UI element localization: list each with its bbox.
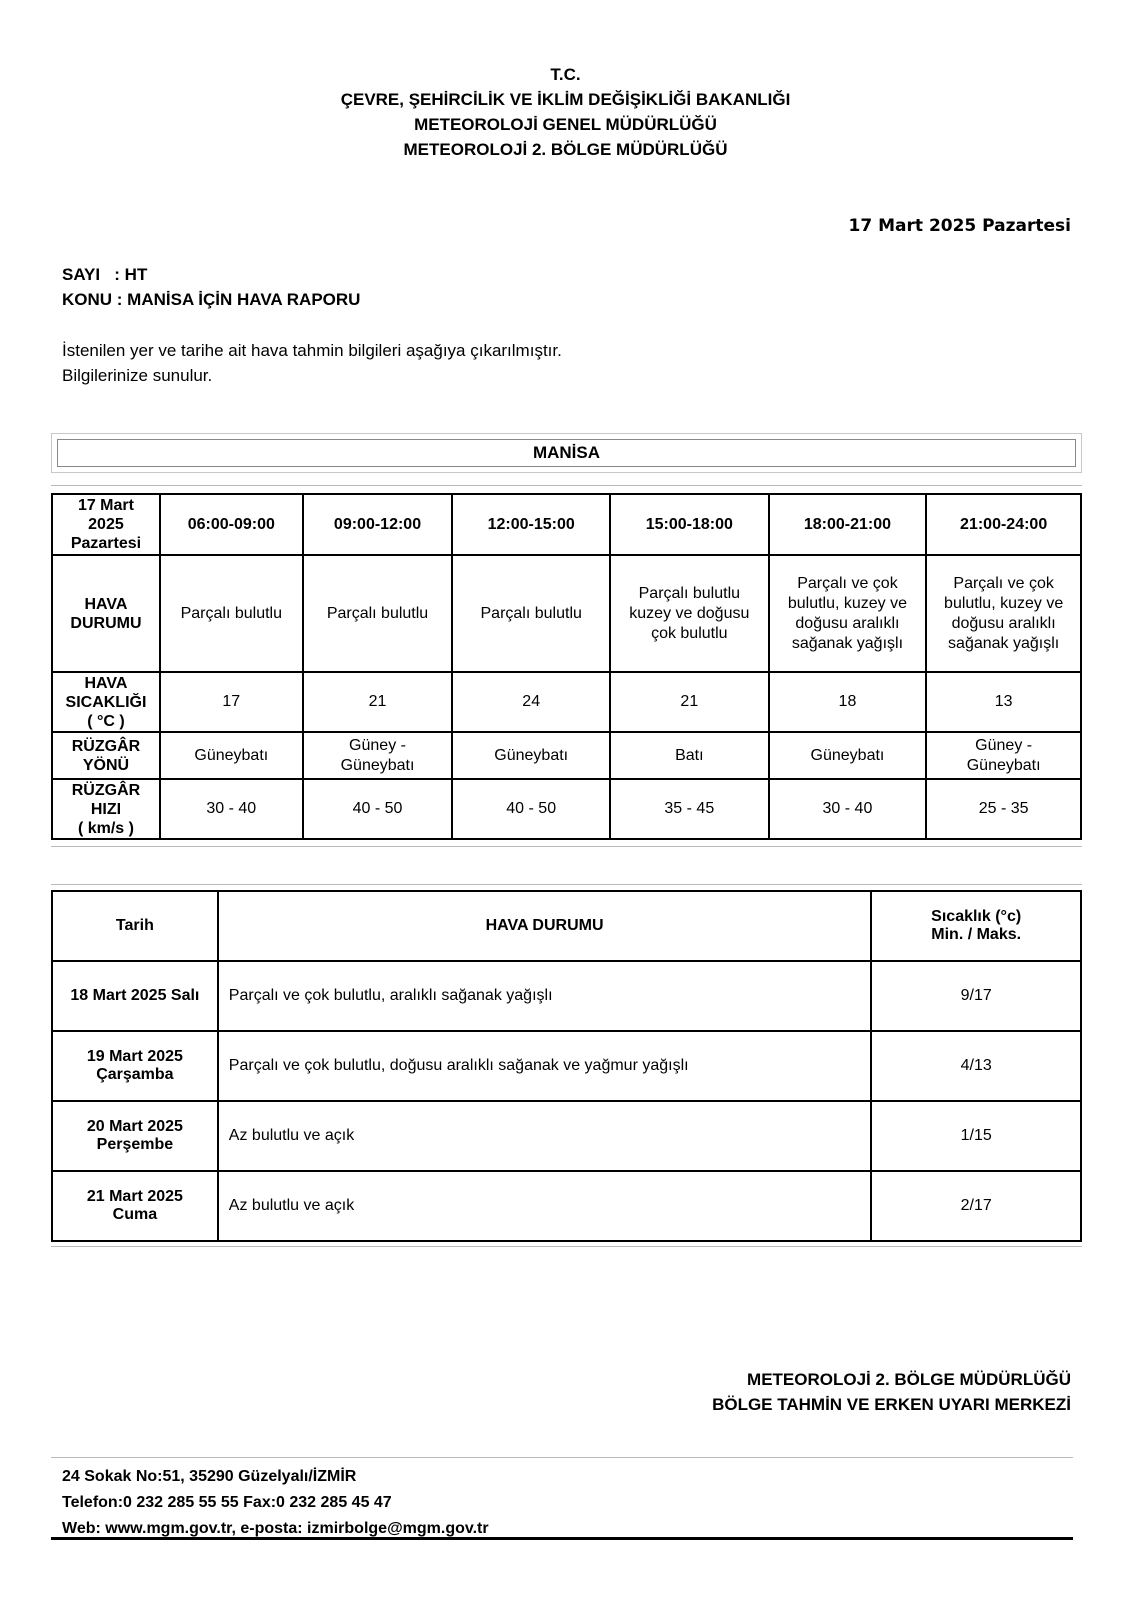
wind-speed-cell: 25 - 35: [926, 779, 1081, 839]
cell-line: Parçalı bulutlu: [180, 604, 282, 622]
cell-line: çok bulutlu: [651, 624, 728, 642]
date-line: Çarşamba: [96, 1066, 174, 1083]
weather-cell: [452, 555, 610, 672]
period-header: 18:00-21:00: [769, 494, 927, 555]
temperature-cell: 21: [303, 672, 453, 732]
wind-direction-cell: [769, 732, 927, 779]
cell-line: Güneybatı: [194, 746, 269, 764]
row-label-wind-direction: [52, 732, 160, 779]
daily-forecast-table: [51, 890, 1082, 1242]
daily-weather-cell: Az bulutlu ve açık: [218, 1171, 872, 1241]
station-title-box: [51, 433, 1082, 473]
intro-line-2: Bilgilerinize sunulur.: [62, 366, 213, 385]
footer-address: 24 Sokak No:51, 35290 Güzelyalı/İZMİR: [62, 1468, 357, 1485]
cell-line: Güneybatı: [340, 756, 415, 774]
cell-line: Parçalı ve çok: [797, 574, 898, 592]
label-line: RÜZGÂR: [71, 781, 141, 799]
divider: [51, 485, 1082, 486]
weather-cell: [926, 555, 1081, 672]
station-title: MANİSA: [57, 439, 1076, 467]
cell-line: sağanak yağışlı: [948, 634, 1060, 652]
label-line: SICAKLIĞI: [65, 693, 147, 711]
daily-header-date: Tarih: [52, 891, 218, 961]
header-line: Sıcaklık (°c): [931, 908, 1022, 925]
header-line: Min. / Maks.: [931, 926, 1022, 943]
period-header: 06:00-09:00: [160, 494, 303, 555]
footer-org-line-1: METEOROLOJİ 2. BÖLGE MÜDÜRLÜĞÜ: [747, 1370, 1071, 1389]
temperature-cell: 24: [452, 672, 610, 732]
wind-direction-cell: [303, 732, 453, 779]
wind-speed-cell: 30 - 40: [160, 779, 303, 839]
wind-speed-cell: 40 - 50: [452, 779, 610, 839]
wind-speed-cell: 30 - 40: [769, 779, 927, 839]
daily-date-cell: [52, 1101, 218, 1171]
cell-line: doğusu aralıklı: [795, 614, 900, 632]
daily-row: [52, 1101, 1081, 1171]
cell-line: Batı: [675, 746, 704, 764]
footer-web: Web: www.mgm.gov.tr, e-posta: izmirbolge@mgm.gov.tr: [62, 1520, 489, 1537]
meta-konu: KONU : MANİSA İÇİN HAVA RAPORU: [62, 290, 361, 309]
header-regional-directorate: METEOROLOJİ 2. BÖLGE MÜDÜRLÜĞÜ: [403, 140, 728, 159]
daily-temp-cell: 1/15: [871, 1101, 1081, 1171]
hourly-corner-date: [52, 494, 160, 555]
wind-speed-cell: 35 - 45: [610, 779, 769, 839]
label-line: HAVA: [84, 674, 128, 692]
divider: [51, 846, 1082, 847]
intro-text: [62, 338, 562, 388]
footer-divider: [51, 1457, 1073, 1458]
date-line: Cuma: [112, 1206, 158, 1223]
daily-temp-cell: 4/13: [871, 1031, 1081, 1101]
label-line: ( km/s ): [77, 819, 134, 837]
daily-header-weather: HAVA DURUMU: [218, 891, 872, 961]
hourly-weather-row: [52, 555, 1081, 672]
hourly-wind-speed-row: [52, 779, 1081, 839]
wind-direction-cell: [610, 732, 769, 779]
weather-cell: [303, 555, 453, 672]
footer-contact: [62, 1464, 489, 1542]
cell-line: kuzey ve doğusu: [629, 604, 750, 622]
hourly-wind-direction-row: [52, 732, 1081, 779]
date-line: 20 Mart 2025: [86, 1118, 183, 1135]
divider: [51, 884, 1082, 885]
period-header: 12:00-15:00: [452, 494, 610, 555]
row-label-wind-speed: [52, 779, 160, 839]
temperature-cell: 13: [926, 672, 1081, 732]
daily-date-cell: [52, 1031, 218, 1101]
period-header: 21:00-24:00: [926, 494, 1081, 555]
row-label-temperature: [52, 672, 160, 732]
hourly-header-row: [52, 494, 1081, 555]
daily-weather-cell: Parçalı ve çok bulutlu, aralıklı sağanak yağışlı: [218, 961, 872, 1031]
date-line: 18 Mart 2025 Salı: [70, 987, 200, 1004]
cell-line: Parçalı bulutlu: [326, 604, 429, 622]
cell-line: Parçalı bulutlu: [480, 604, 582, 622]
cell-line: doğusu aralıklı: [951, 614, 1056, 632]
weather-cell: [769, 555, 927, 672]
corner-line: Pazartesi: [70, 535, 142, 552]
daily-header-row: [52, 891, 1081, 961]
daily-temp-cell: 9/17: [871, 961, 1081, 1031]
footer-phone: Telefon:0 232 285 55 55 Fax:0 232 285 45 47: [62, 1494, 392, 1511]
cell-line: Güneybatı: [966, 756, 1041, 774]
cell-line: Güneybatı: [494, 746, 569, 764]
document-header: [0, 62, 1131, 162]
wind-speed-cell: 40 - 50: [303, 779, 453, 839]
cell-line: Güney -: [349, 736, 406, 754]
header-tc: T.C.: [550, 65, 581, 84]
weather-cell: [610, 555, 769, 672]
daily-row: [52, 961, 1081, 1031]
cell-line: bulutlu, kuzey ve: [944, 594, 1064, 612]
row-label-weather: [52, 555, 160, 672]
daily-row: [52, 1031, 1081, 1101]
cell-line: Parçalı ve çok: [953, 574, 1054, 592]
label-line: YÖNÜ: [82, 756, 130, 774]
wind-direction-cell: [452, 732, 610, 779]
corner-line: 2025: [88, 516, 124, 533]
date-line: 21 Mart 2025: [86, 1188, 183, 1205]
wind-direction-cell: [160, 732, 303, 779]
intro-line-1: İstenilen yer ve tarihe ait hava tahmin bilgileri aşağıya çıkarılmıştır.: [62, 341, 562, 360]
temperature-cell: 18: [769, 672, 927, 732]
hourly-temperature-row: [52, 672, 1081, 732]
hourly-forecast-table: [51, 493, 1082, 840]
daily-date-cell: [52, 1171, 218, 1241]
label-line: HIZI: [90, 800, 122, 818]
period-header: 09:00-12:00: [303, 494, 453, 555]
label-line: DURUMU: [70, 614, 142, 632]
daily-row: [52, 1171, 1081, 1241]
daily-weather-cell: Az bulutlu ve açık: [218, 1101, 872, 1171]
header-ministry: ÇEVRE, ŞEHİRCİLİK VE İKLİM DEĞİŞİKLİĞİ BAKANLIĞI: [340, 90, 791, 109]
cell-line: Güneybatı: [810, 746, 885, 764]
divider: [51, 1246, 1082, 1247]
daily-weather-cell: Parçalı ve çok bulutlu, doğusu aralıklı sağanak ve yağmur yağışlı: [218, 1031, 872, 1101]
cell-line: bulutlu, kuzey ve: [787, 594, 908, 612]
footer-organization: [712, 1367, 1071, 1417]
cell-line: Güney -: [975, 736, 1033, 754]
cell-line: Parçalı bulutlu: [638, 584, 741, 602]
daily-temp-cell: 2/17: [871, 1171, 1081, 1241]
weather-cell: [160, 555, 303, 672]
corner-line: 17 Mart: [77, 497, 134, 514]
meta-sayi: SAYI : HT: [62, 265, 148, 284]
cell-line: sağanak yağışlı: [791, 634, 904, 652]
footer-bottom-rule: [51, 1537, 1073, 1540]
date-line: Perşembe: [96, 1136, 174, 1153]
label-line: RÜZGÂR: [71, 737, 141, 755]
temperature-cell: 17: [160, 672, 303, 732]
daily-header-temp: [871, 891, 1081, 961]
header-directorate: METEOROLOJİ GENEL MÜDÜRLÜĞÜ: [414, 115, 717, 134]
label-line: ( °C ): [87, 712, 125, 730]
meta-block: [62, 262, 360, 312]
label-line: HAVA: [84, 595, 128, 613]
temperature-cell: 21: [610, 672, 769, 732]
period-header: 15:00-18:00: [610, 494, 769, 555]
footer-org-line-2: BÖLGE TAHMİN VE ERKEN UYARI MERKEZİ: [712, 1395, 1071, 1414]
wind-direction-cell: [926, 732, 1081, 779]
report-date: 17 Mart 2025 Pazartesi: [848, 216, 1071, 236]
daily-date-cell: [52, 961, 218, 1031]
date-line: 19 Mart 2025: [86, 1048, 183, 1065]
